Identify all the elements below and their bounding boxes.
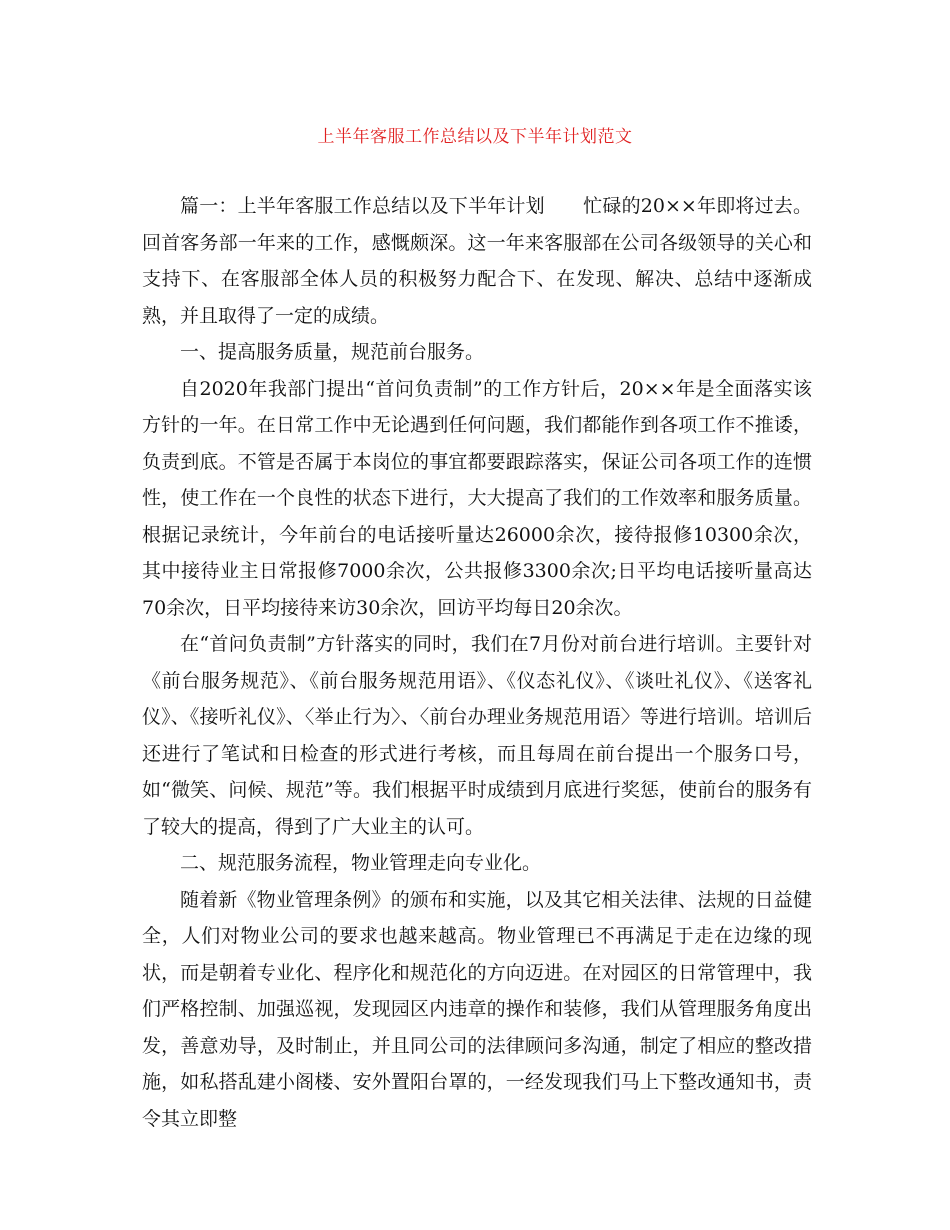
section-heading-2: 二、规范服务流程，物业管理走向专业化。 xyxy=(180,852,542,874)
paragraph-section-2a: 随着新《物业管理条例》的颁布和实施，以及其它相关法律、法规的日益健全，人们对物业公司的要求也越来越高。物业管理已不再满足于走在边缘的现状，而是朝着专业化、程序化和规范化的方向迈进。在对园区的日常管理中，我们严格控制、加强巡视，发现园区内违章的操作和装修，我们从管理服务角度出发，善意劝导，及时制止，并且同公司的法律顾问多沟通，制定了相应的整改措施，如私搭乱建小阁楼、安外置阳台罩的，一经发现我们马上下整改通知书，责令其立即整 xyxy=(142,888,812,1130)
document-body xyxy=(142,188,812,1137)
document-title: 上半年客服工作总结以及下半年计划范文 xyxy=(317,127,633,147)
paragraph-intro: 篇一：上半年客服工作总结以及下半年计划 忙碌的20××年即将过去。回首客务部一年来的工作，感慨颇深。这一年来客服部在公司各级领导的关心和支持下、在客服部全体人员的积极努力配合下、在发现、解决、总结中逐渐成熟，并且取得了一定的成绩。 xyxy=(142,195,812,327)
section-heading-1: 一、提高服务质量，规范前台服务。 xyxy=(180,341,485,363)
paragraph-section-1b: 在“首问负责制”方针落实的同时，我们在7月份对前台进行培训。主要针对《前台服务规范》、《前台服务规范用语》、《仪态礼仪》、《谈吐礼仪》、《送客礼仪》、《接听礼仪》、〈举止行为〉、〈前台办理业务规范用语〉等进行培训。培训后还进行了笔试和日检查的形式进行考核，而且每周在前台提出一个服务口号，如“微笑、问候、规范”等。我们根据平时成绩到月底进行奖惩，使前台的服务有了较大的提高，得到了广大业主的认可。 xyxy=(142,633,812,838)
paragraph-section-1a: 自2020年我部门提出“首问负责制”的工作方针后，20××年是全面落实该方针的一年。在日常工作中无论遇到任何问题，我们都能作到各项工作不推诿，负责到底。不管是否属于本岗位的事宜都要跟踪落实，保证公司各项工作的连惯性，使工作在一个良性的状态下进行，大大提高了我们的工作效率和服务质量。根据记录统计，今年前台的电话接听量达26000余次，接待报修10300余次，其中接待业主日常报修7000余次，公共报修3300余次;日平均电话接听量高达70余次，日平均接待来访30余次，回访平均每日20余次。 xyxy=(142,377,812,619)
